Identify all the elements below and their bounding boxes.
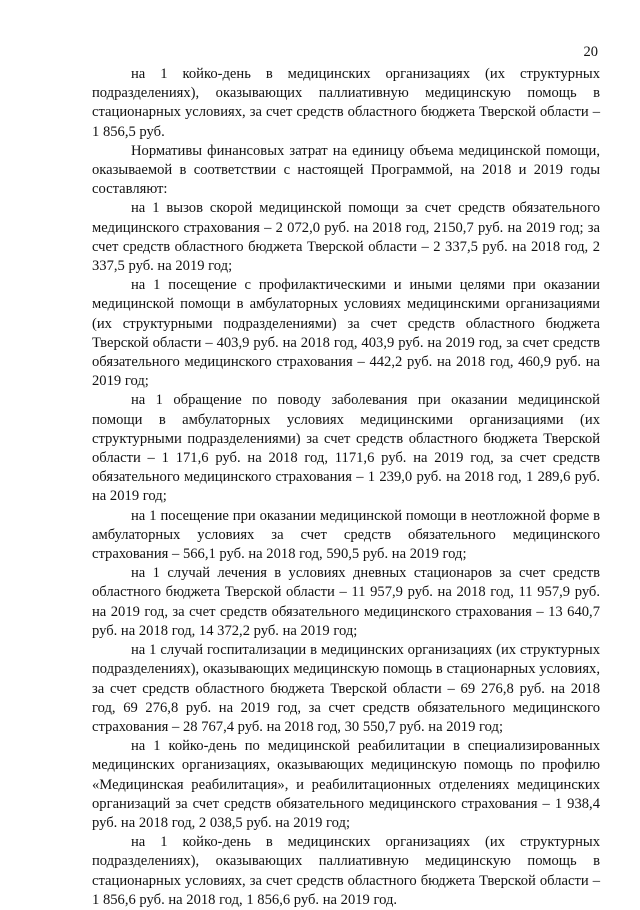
paragraph-preventive-visit: на 1 посещение с профилактическими и иными целями при оказании медицинской помощи в амбулаторных условиях медицинскими организациями (их структурными подразделениями) за счет средств областного бюджета Тверской области – 403,9 руб. на 2018 год, 403,9 руб. на 2019 год, за счет средств обязательного медицинского страхования – 442,2 руб. на 2018 год, 460,9 руб. на 2019 год; <box>92 277 600 390</box>
page-number: 20 <box>583 44 598 60</box>
paragraph-day-hospital: на 1 случай лечения в условиях дневных стационаров за счет средств областного бюджета Тверской области – 11 957,9 руб. на 2018 год, 11 957,9 руб. на 2019 год, за счет средств обязательного медицинского страхования – 13 640,7 руб. на 2018 год, 14 372,2 руб. на 2019 год; <box>92 565 600 639</box>
paragraph-ambulance-call: на 1 вызов скорой медицинской помощи за счет средств обязательного медицинского страхования – 2 072,0 руб. на 2018 год, 2150,7 руб. на 2019 год; за счет средств областного бюджета Тверской области – 2 337,5 руб. на 2018 год, 2 337,5 руб. на 2019 год; <box>92 200 600 275</box>
paragraph-palliative-care: на 1 койко-день в медицинских организациях (их структурных подразделениях), оказывающих паллиативную медицинскую помощь в стационарных условиях, за счет средств областного бюджета Тверской области – 1 856,6 руб. на 2018 год, 1 856,6 руб. на 2019 год. <box>92 834 600 908</box>
document-body <box>92 65 600 910</box>
paragraph-palliative-care-intro: на 1 койко-день в медицинских организациях (их структурных подразделениях), оказывающих паллиативную медицинскую помощь в стационарных условиях, за счет средств областного бюджета Тверской области – 1 856,5 руб. <box>92 66 600 140</box>
paragraph-financial-norms-heading: Нормативы финансовых затрат на единицу объема медицинской помощи, оказываемой в соответствии с настоящей Программой, на 2018 и 2019 годы составляют: <box>92 142 600 198</box>
paragraph-disease-appeal: на 1 обращение по поводу заболевания при оказании медицинской помощи в амбулаторных условиях медицинскими организациями (их структурными подразделениями) за счет средств областного бюджета Тверской области – 1 171,6 руб. на 2018 год, 1171,6 руб. на 2019 год, за счет средств обязательного медицинского страхования – 1 239,0 руб. на 2018 год, 1 289,6 руб. на 2019 год; <box>92 392 600 505</box>
paragraph-rehabilitation: на 1 койко-день по медицинской реабилитации в специализированных медицинских организациях, оказывающих медицинскую помощь по профилю «Медицинская реабилитация», и реабилитационных отделениях медицинских организаций за счет средств обязательного медицинского страхования – 1 938,4 руб. на 2018 год, 2 038,5 руб. на 2019 год; <box>92 738 600 831</box>
paragraph-hospitalization: на 1 случай госпитализации в медицинских организациях (их структурных подразделениях), оказывающих медицинскую помощь в стационарных условиях, за счет средств областного бюджета Тверской области – 69 276,8 руб. на 2018 год, 69 276,8 руб. на 2019 год, за счет средств обязательного медицинского страхования – 28 767,4 руб. на 2018 год, 30 550,7 руб. на 2019 год; <box>92 642 600 735</box>
paragraph-urgent-visit: на 1 посещение при оказании медицинской помощи в неотложной форме в амбулаторных условиях за счет средств обязательного медицинского страхования – 566,1 руб. на 2018 год, 590,5 руб. на 2019 год; <box>92 507 600 563</box>
